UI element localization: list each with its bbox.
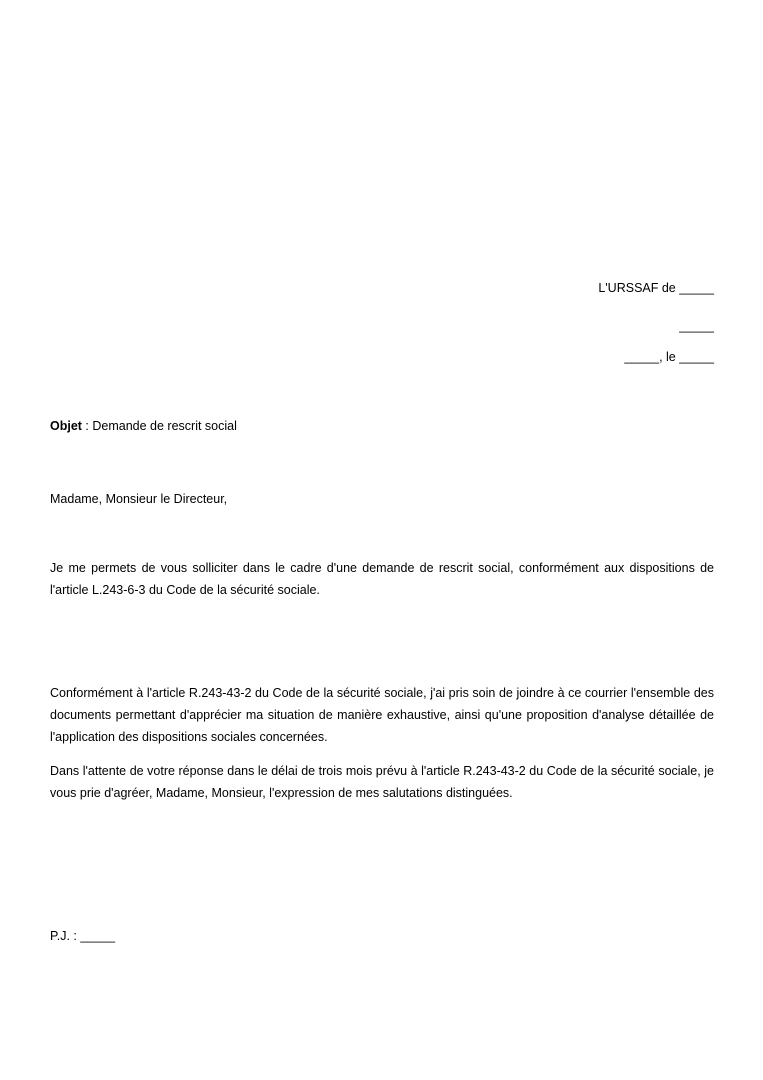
recipient-line-1: L'URSSAF de _____ (598, 281, 714, 295)
paragraph-closing: Dans l'attente de votre réponse dans le délai de trois mois prévu à l'article R.243-43-2 du Code de la sécurité sociale, je vous prie d'agréer, Madame, Monsieur, l'expression de mes salutations distinguées. (50, 764, 714, 800)
subject-line (50, 419, 714, 433)
place-date-line: _____, le _____ (624, 350, 714, 364)
recipient-line-2: _____ (679, 319, 714, 333)
subject-text: : Demande de rescrit social (81, 419, 237, 433)
attachment-line: P.J. : _____ (50, 929, 116, 943)
paragraph-documents: Conformément à l'article R.243-43-2 du Code de la sécurité sociale, j'ai pris soin de joindre à ce courrier l'ensemble des documents permettant d'apprécier ma situation de manière exhaustive, ainsi qu'une proposition d'analyse détaillée de l'application des dispositions sociales concernées. (50, 686, 714, 744)
subject-label: Objet (50, 419, 82, 433)
paragraph-intro: Je me permets de vous solliciter dans le cadre d'une demande de rescrit social, conformément aux dispositions de l'article L.243-6-3 du Code de la sécurité sociale. (50, 561, 714, 597)
salutation: Madame, Monsieur le Directeur, (50, 492, 228, 506)
